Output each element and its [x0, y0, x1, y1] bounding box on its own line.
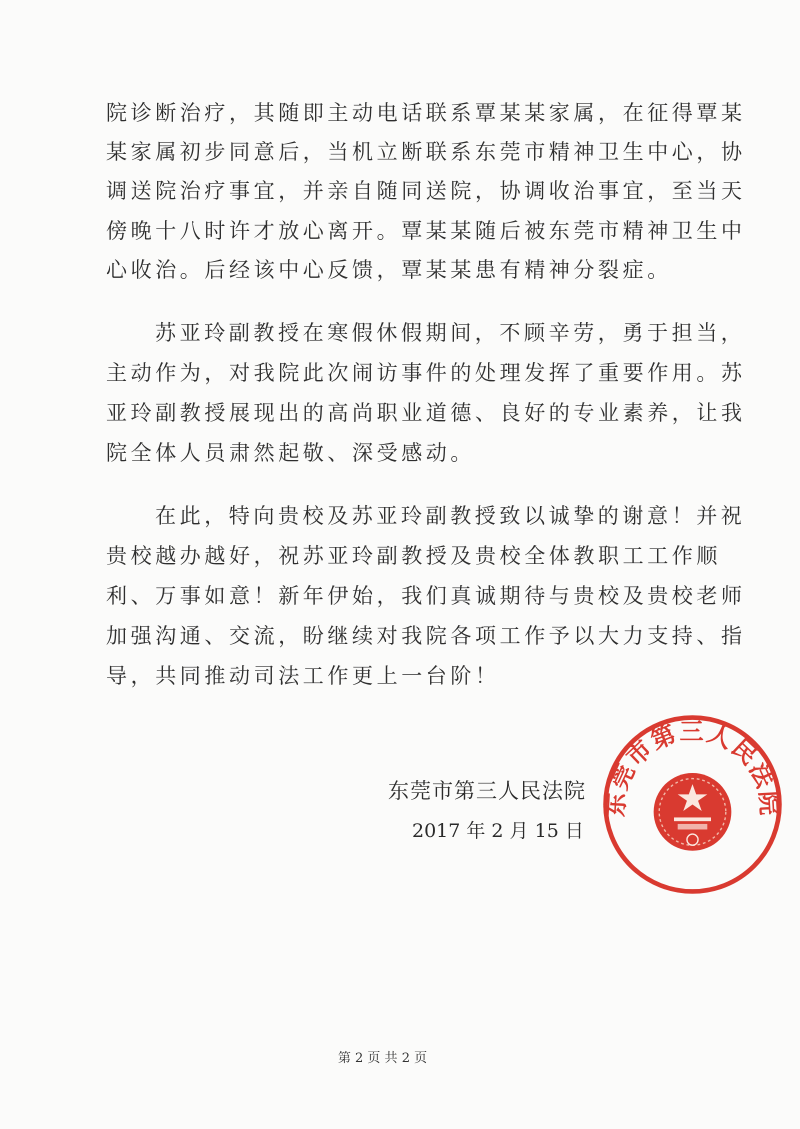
seal-arc-text: 东莞市第三人民法院: [600, 716, 785, 818]
body-line: 调送院治疗事宜，并亲自随同送院，协调收治事宜，至当天: [106, 179, 746, 203]
body-line: 导，共同推动司法工作更上一台阶！: [106, 664, 500, 688]
body-line: 贵校越办越好，祝苏亚玲副教授及贵校全体教职工工作顺: [106, 544, 721, 568]
body-line: 主动作为，对我院此次闹访事件的处理发挥了重要作用。苏: [106, 361, 746, 385]
body-line: 苏亚玲副教授在寒假休假期间，不顾辛劳，勇于担当，: [155, 321, 746, 345]
page-number: 第 2 页 共 2 页: [337, 1051, 428, 1066]
body-line: 亚玲副教授展现出的高尚职业道德、良好的专业素养，让我: [106, 401, 746, 425]
body-line: 利、万事如意！新年伊始，我们真诚期待与贵校及贵校老师: [106, 584, 746, 608]
body-line: 院诊断治疗，其随即主动电话联系覃某某家属，在征得覃某: [106, 101, 746, 125]
body-line: 心收治。后经该中心反馈，覃某某患有精神分裂症。: [106, 258, 672, 282]
body-line: 院全体人员肃然起敬、深受感动。: [106, 441, 475, 465]
signature-organization: 东莞市第三人民法院: [388, 779, 586, 803]
body-line: 加强沟通、交流，盼继续对我院各项工作予以大力支持、指: [106, 624, 746, 648]
body-line: 傍晚十八时许才放心离开。覃某某随后被东莞市精神卫生中: [106, 219, 746, 243]
national-emblem-icon: [654, 773, 732, 851]
body-line: 在此，特向贵校及苏亚玲副教授致以诚挚的谢意！并祝: [155, 504, 746, 528]
signature-date: 2017 年 2 月 15 日: [412, 820, 584, 842]
official-seal: [600, 712, 785, 897]
body-line: 某家属初步同意后，当机立断联系东莞市精神卫生中心，协: [106, 140, 746, 164]
